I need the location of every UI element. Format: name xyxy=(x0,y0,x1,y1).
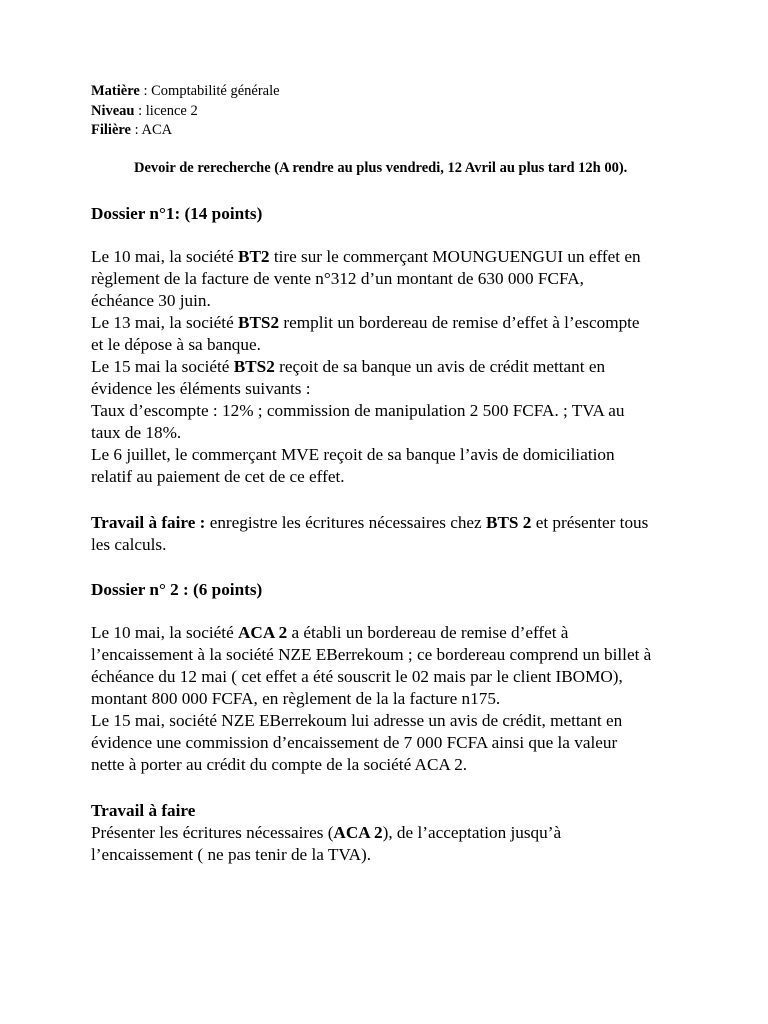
company-name: ACA 2 xyxy=(333,823,383,842)
statement-line: Le 6 juillet, le commerçant MVE reçoit de sa banque l’avis de domiciliation xyxy=(91,445,615,464)
company-name: BTS 2 xyxy=(486,513,532,532)
level-row xyxy=(91,102,280,122)
text-segment: remplit un bordereau de remise d’effet à l’escompte xyxy=(279,313,640,332)
statement-line xyxy=(91,312,691,334)
task-line: les calculs. xyxy=(91,535,167,554)
task-line xyxy=(91,512,691,534)
statement-line: évidence une commission d’encaissement de 7 000 FCFA ainsi que la valeur xyxy=(91,733,618,752)
dossier1-title-points: : (14 points) xyxy=(174,204,263,223)
dossier2-statement xyxy=(91,622,691,776)
text-segment: et présenter tous xyxy=(531,513,649,532)
statement-line: échéance du 12 mai ( cet effet a été souscrit le 02 mais par le client IBOMO), xyxy=(91,667,623,686)
dossier1-title-label: Dossier n°1 xyxy=(91,204,175,223)
statement-line: Le 15 mai, société NZE EBerrekoum lui adresse un avis de crédit, mettant en xyxy=(91,711,623,730)
text-segment: tire sur le commerçant MOUNGUENGUI un effet en xyxy=(269,247,641,266)
company-name: BTS2 xyxy=(233,357,275,376)
text-segment: enregistre les écritures nécessaires chez xyxy=(205,513,486,532)
statement-line xyxy=(91,246,691,268)
statement-line: l’encaissement à la société NZE EBerrekoum ; ce bordereau comprend un billet à xyxy=(91,645,652,664)
subject-value: : Comptabilité générale xyxy=(139,83,280,99)
dossier2-task-title: Travail à faire xyxy=(91,801,196,820)
statement-line xyxy=(91,356,691,378)
company-name: BT2 xyxy=(238,247,270,266)
dossier1-title xyxy=(91,203,691,225)
statement-line: échéance 30 juin. xyxy=(91,291,211,310)
course-info xyxy=(91,82,280,141)
assignment-title: Devoir de rerecherche (A rendre au plus vendredi, 12 Avril au plus tard 12h 00). xyxy=(134,160,628,176)
dossier2-task xyxy=(91,822,691,866)
text-segment: Le 10 mai, la société xyxy=(91,623,238,642)
text-segment: a établi un bordereau de remise d’effet à xyxy=(287,623,569,642)
company-name: ACA 2 xyxy=(238,623,288,642)
text-segment: Présenter les écritures nécessaires ( xyxy=(91,823,334,842)
level-value: : licence 2 xyxy=(134,102,198,119)
task-line xyxy=(91,822,691,844)
statement-line: montant 800 000 FCFA, en règlement de la la facture n175. xyxy=(91,689,501,708)
statement-line: Taux d’escompte : 12% ; commission de manipulation 2 500 FCFA. ; TVA au xyxy=(91,401,625,420)
subject-label: Matière xyxy=(91,83,140,99)
task-line: l’encaissement ( ne pas tenir de la TVA). xyxy=(91,845,371,864)
program-row xyxy=(91,121,280,141)
text-segment: Le 10 mai, la société xyxy=(91,247,238,266)
statement-line: règlement de la facture de vente n°312 d’un montant de 630 000 FCFA, xyxy=(91,269,584,288)
dossier1-task xyxy=(91,512,691,556)
statement-line: relatif au paiement de cet de ce effet. xyxy=(91,467,345,486)
task-label: Travail à faire : xyxy=(91,513,206,532)
dossier2-title: Dossier n° 2 : (6 points) xyxy=(91,580,263,599)
level-label: Niveau xyxy=(91,102,135,119)
program-value: : ACA xyxy=(131,122,173,138)
program-label: Filière xyxy=(91,122,131,138)
statement-line xyxy=(91,622,691,644)
company-name: BTS2 xyxy=(238,313,280,332)
dossier1-statement xyxy=(91,246,691,488)
text-segment: Le 15 mai la société xyxy=(91,357,234,376)
statement-line: évidence les éléments suivants : xyxy=(91,379,311,398)
text-segment: reçoit de sa banque un avis de crédit mettant en xyxy=(274,357,606,376)
statement-line: et le dépose à sa banque. xyxy=(91,335,261,354)
statement-line: nette à porter au crédit du compte de la société ACA 2. xyxy=(91,755,468,774)
subject-row xyxy=(91,82,280,102)
statement-line: taux de 18%. xyxy=(91,423,182,442)
text-segment: Le 13 mai, la société xyxy=(91,313,238,332)
text-segment: ), de l’acceptation jusqu’à xyxy=(382,823,562,842)
